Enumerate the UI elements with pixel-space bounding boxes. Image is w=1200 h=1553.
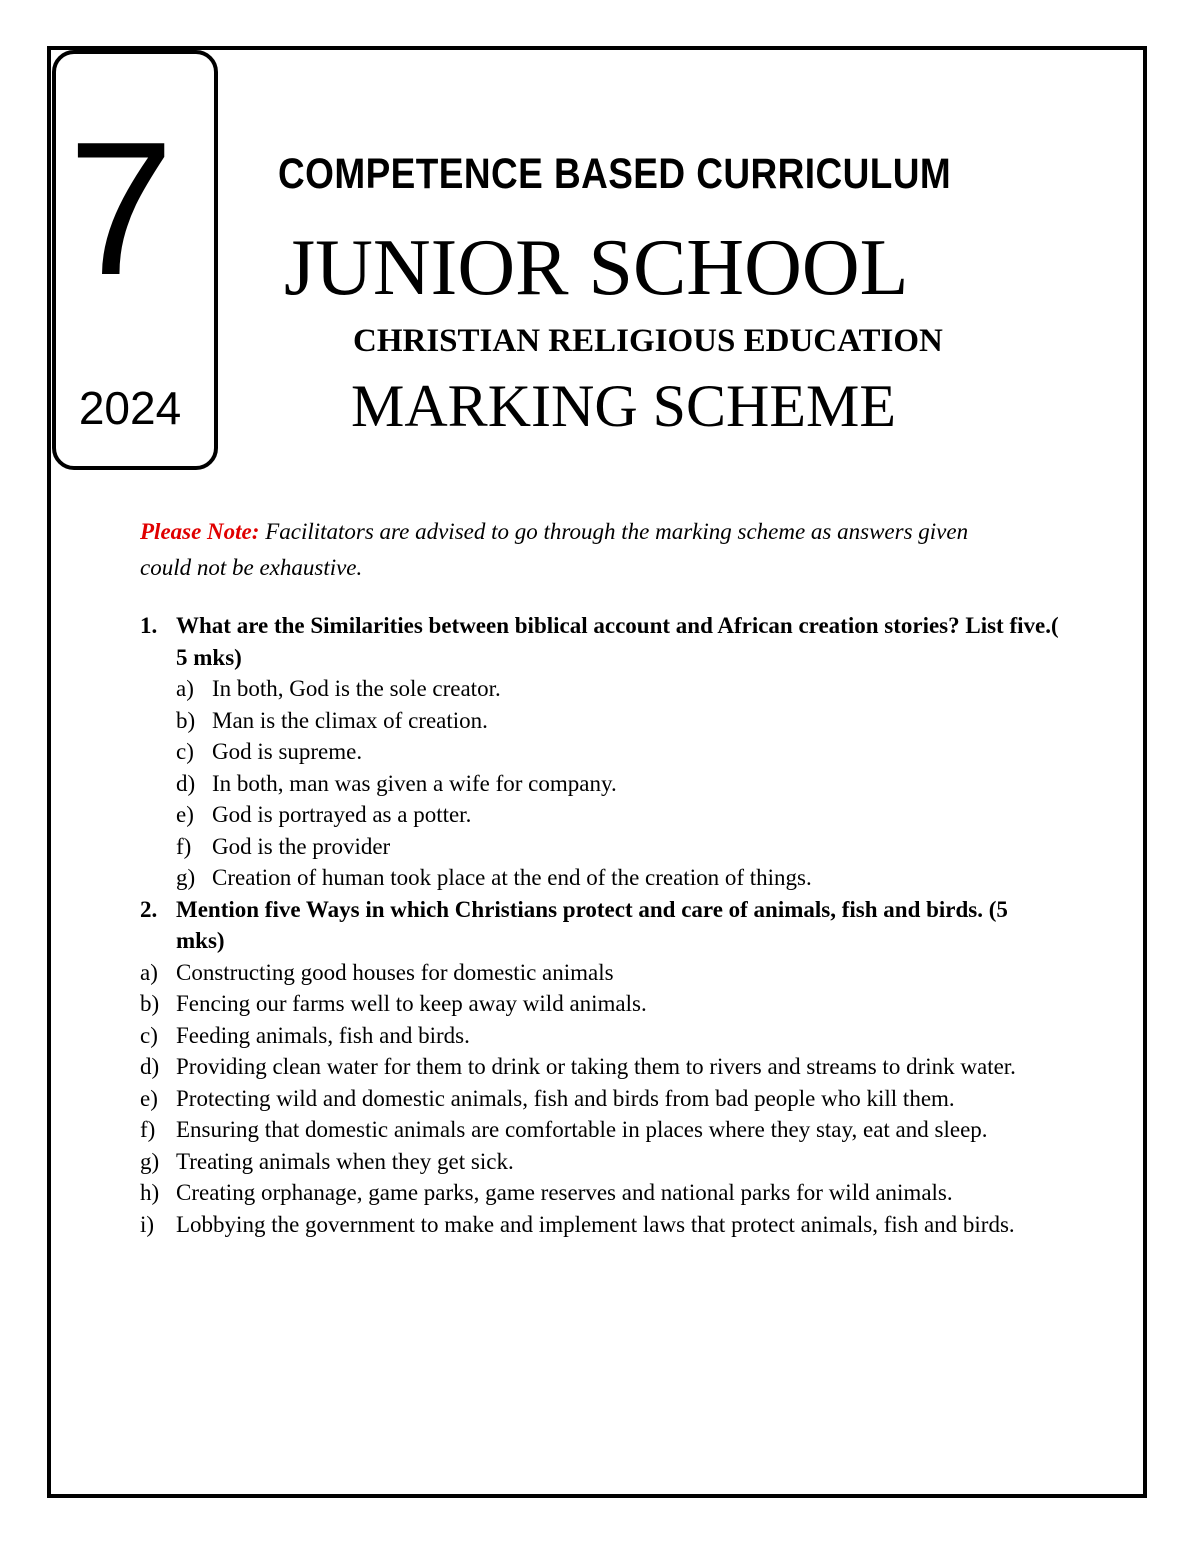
answer-item — [140, 1083, 1060, 1115]
answer-letter: d) — [176, 770, 196, 796]
answer-text: Creating orphanage, game parks, game reserves and national parks for wild animals. — [176, 1180, 953, 1205]
answer-item — [176, 768, 1060, 800]
answer-letter: e) — [176, 802, 194, 827]
answer-item — [176, 862, 1060, 894]
question-2 — [140, 894, 1060, 957]
answer-text: Fencing our farms well to keep away wild animals. — [176, 991, 647, 1016]
question-text: Mention five Ways in which Christians protect and care of animals, fish and birds. (5 mks) — [176, 896, 1008, 953]
answer-item — [140, 957, 1060, 989]
answer-letter: g) — [140, 1148, 160, 1174]
grade-number: 7 — [68, 103, 174, 315]
note-text: Facilitators are advised to go through the marking scheme as answers given could not be exhaustive. — [140, 519, 969, 580]
answer-text: Feeding animals, fish and birds. — [176, 1022, 470, 1048]
question-number: 2. — [140, 896, 158, 922]
answer-letter: a) — [140, 959, 158, 985]
answer-text: Creation of human took place at the end of the creation of things. — [212, 865, 812, 890]
answer-item — [176, 673, 1060, 705]
answer-item — [140, 1177, 1060, 1209]
grade-year: 2024 — [78, 382, 182, 434]
answer-text: Ensuring that domestic animals are comfortable in places where they stay, eat and sleep. — [176, 1117, 988, 1142]
answer-letter: c) — [140, 1022, 158, 1048]
answer-letter: b) — [176, 707, 196, 733]
answer-item — [176, 799, 1060, 831]
document-title: MARKING SCHEME — [351, 373, 897, 439]
answer-text: Constructing good houses for domestic animals — [176, 959, 614, 985]
answer-text: God is the provider — [212, 833, 391, 859]
answer-item — [176, 705, 1060, 737]
answer-item — [140, 1051, 1060, 1083]
subject-heading: CHRISTIAN RELIGIOUS EDUCATION — [353, 323, 943, 359]
answer-letter: d) — [140, 1054, 160, 1079]
answer-item — [140, 988, 1060, 1020]
answer-letter: a) — [176, 676, 194, 701]
answer-letter: h) — [140, 1180, 160, 1205]
answer-letter: i) — [140, 1211, 155, 1237]
answer-letter: f) — [140, 1117, 156, 1142]
question-number: 1. — [140, 613, 158, 638]
question-2-answers — [140, 957, 1060, 1241]
answer-letter: g) — [176, 865, 196, 890]
answer-text: Treating animals when they get sick. — [176, 1148, 514, 1174]
answer-item — [140, 1209, 1060, 1241]
answer-text: Protecting wild and domestic animals, fish and birds from bad people who kill them. — [176, 1085, 955, 1111]
answer-item — [140, 1114, 1060, 1146]
answer-letter: b) — [140, 991, 160, 1016]
answer-text: God is supreme. — [212, 739, 363, 764]
grade-badge — [52, 50, 218, 470]
answer-text: In both, God is the sole creator. — [212, 676, 501, 701]
answer-text: Lobbying the government to make and implement laws that protect animals, fish and birds. — [176, 1211, 1015, 1237]
answer-text: Providing clean water for them to drink or taking them to rivers and streams to drink water. — [176, 1054, 1016, 1079]
answer-item — [140, 1020, 1060, 1052]
question-text: What are the Similarities between biblical account and African creation stories? List five.( 5 mks) — [176, 613, 1059, 670]
marking-scheme-content — [140, 610, 1060, 1240]
curriculum-heading: COMPETENCE BASED CURRICULUM — [278, 150, 952, 198]
answer-item — [176, 831, 1060, 863]
question-1 — [140, 610, 1060, 673]
note-label: Please Note: — [140, 519, 260, 544]
answer-text: God is portrayed as a potter. — [212, 802, 472, 827]
answer-item — [176, 736, 1060, 768]
answer-letter: c) — [176, 739, 194, 764]
facilitator-note — [140, 514, 1020, 586]
answer-letter: e) — [140, 1085, 158, 1111]
school-level-heading: JUNIOR SCHOOL — [284, 224, 909, 312]
answer-text: In both, man was given a wife for company. — [212, 770, 617, 796]
answer-letter: f) — [176, 833, 192, 859]
question-1-answers — [176, 673, 1060, 894]
answer-item — [140, 1146, 1060, 1178]
answer-text: Man is the climax of creation. — [212, 707, 488, 733]
